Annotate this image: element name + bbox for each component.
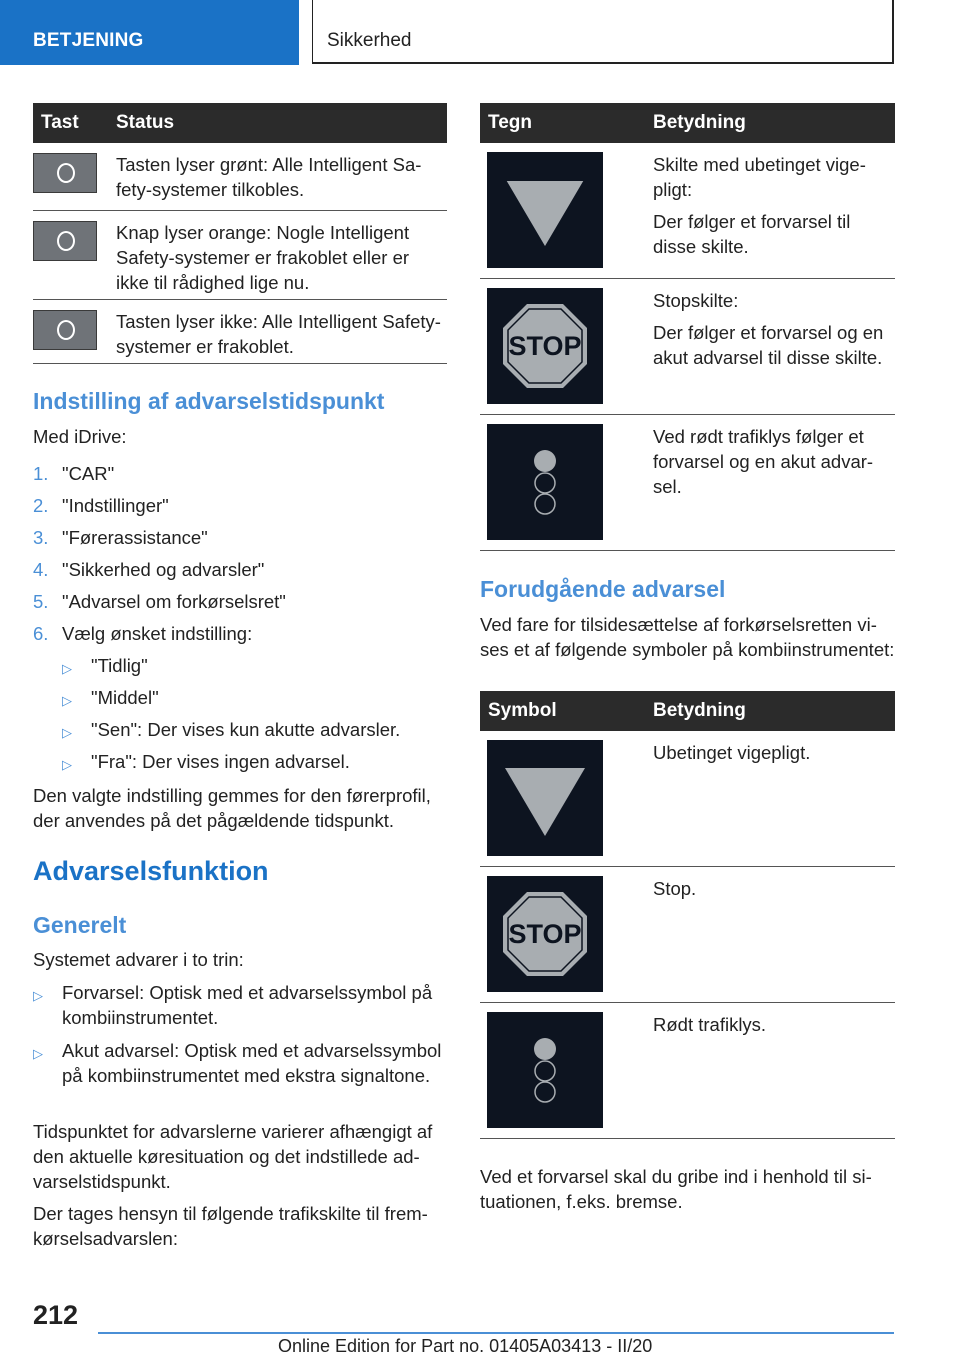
- status-text: Tasten lyser grønt: Alle Intelligent Safety-systemer tilkobles.: [116, 154, 422, 200]
- triangle-bullet-icon: ▷: [33, 988, 43, 1003]
- table-row: [480, 731, 895, 867]
- list-item: 1. "CAR": [33, 463, 115, 484]
- traffic-light-icon: [487, 1012, 603, 1128]
- list-item: 5. "Advarsel om forkørselsret": [33, 591, 286, 612]
- triangle-bullet-icon: ▷: [62, 661, 72, 676]
- topic-label: Sikkerhed: [327, 30, 412, 51]
- options-list: [33, 653, 447, 781]
- traffic-light-icon: [487, 424, 603, 540]
- sign-meaning: Ved rødt trafiklys følger et forvarsel og en akut advarsel.: [653, 426, 874, 497]
- table-row: [33, 300, 447, 364]
- outro-text: Den valgte indstilling gemmes for den førerprofil, der anvendes på det pågældende tidspunkt.: [33, 785, 431, 831]
- sign-meaning-detail: Der følger et forvarsel til disse skilte.: [653, 211, 851, 257]
- triangle-bullet-icon: ▷: [33, 1046, 43, 1061]
- sign-meaning-detail: Der følger et forvarsel og en akut advarsel til disse skilte.: [653, 322, 884, 368]
- function-para1: Tidspunktet for advarslerne varierer afhængigt af den aktuelle køresituation og det indstillede advarselstidspunkt.: [33, 1121, 433, 1192]
- header-status: Status: [116, 112, 175, 133]
- table-row: [33, 143, 447, 211]
- table-row: [33, 211, 447, 300]
- svg-text:STOP: STOP: [508, 331, 582, 361]
- function-intro: Systemet advarer i to trin:: [33, 949, 244, 970]
- header-betydning: Betydning: [653, 700, 746, 721]
- pre-warning-text: Ved fare for tilsidesættelse af forkørselsretten vises et af følgende symboler på kombiinstrumentet:: [480, 614, 895, 660]
- list-item: ▷ "Fra": Der vises ingen advarsel.: [62, 749, 447, 781]
- header-symbol: Symbol: [488, 700, 557, 721]
- list-item: ▷ "Sen": Der vises kun akutte advarsler.: [62, 717, 447, 749]
- sign-table: [480, 103, 895, 551]
- table-row: [480, 143, 895, 279]
- section-tab: [0, 0, 299, 65]
- stop-sign-icon: [487, 876, 603, 992]
- symbol-meaning: Stop.: [653, 878, 697, 899]
- svg-text:STOP: STOP: [508, 919, 582, 949]
- heading-pre-warning: Forudgående advarsel: [480, 576, 726, 602]
- intelligent-safety-button-icon: [33, 153, 97, 193]
- bullets-list: [33, 980, 447, 1088]
- topic-tab: [312, 0, 894, 64]
- status-text: Knap lyser orange: Nogle Intelligent Safety-systemer er frakoblet eller er ikke til rådighed lige nu.: [116, 222, 410, 293]
- yield-sign-icon: [487, 740, 603, 856]
- list-item: ▷ Akut advarsel: Optisk med et advarselssymbol på kombiinstrumentet med ekstra signaltone.: [33, 1040, 442, 1086]
- intelligent-safety-button-icon: [33, 310, 97, 350]
- triangle-bullet-icon: ▷: [62, 725, 72, 740]
- list-item: 6. Vælg ønsket indstilling:: [33, 623, 253, 644]
- symbol-meaning: Rødt trafiklys.: [653, 1014, 767, 1035]
- section-label: BETJENING: [33, 30, 144, 51]
- list-item: ▷ "Middel": [62, 685, 447, 717]
- intro-text: Med iDrive:: [33, 426, 127, 447]
- table-row: [480, 415, 895, 551]
- symbol-meaning: Ubetinget vigepligt.: [653, 742, 811, 763]
- steps-list: [33, 461, 447, 781]
- page-number: 212: [33, 1300, 79, 1330]
- edition-text: Online Edition for Part no. 01405A03413 - II/20: [278, 1336, 653, 1356]
- header-betydning: Betydning: [653, 112, 746, 133]
- status-table-header: [33, 103, 447, 143]
- stop-sign-icon: [487, 288, 603, 404]
- subheading-general: Generelt: [33, 912, 127, 938]
- table-row: [480, 867, 895, 1003]
- footer-divider: [98, 1332, 894, 1334]
- triangle-bullet-icon: ▷: [62, 693, 72, 708]
- sign-table-header: [480, 103, 895, 143]
- list-item: 4. "Sikkerhed og advarsler": [33, 559, 265, 580]
- header-tegn: Tegn: [488, 112, 532, 133]
- sign-meaning: Stopskilte:: [653, 290, 739, 311]
- intelligent-safety-button-icon: [33, 221, 97, 261]
- status-table: [33, 103, 447, 364]
- function-para2: Der tages hensyn til følgende trafikskilte til fremkørselsadvarslen:: [33, 1203, 428, 1249]
- yield-sign-icon: [487, 152, 603, 268]
- list-item: ▷ "Tidlig": [62, 653, 447, 685]
- closing-text: Ved et forvarsel skal du gribe ind i henhold til situationen, f.eks. bremse.: [480, 1166, 872, 1212]
- heading-function: Advarselsfunktion: [33, 856, 269, 886]
- header-tast: Tast: [41, 112, 79, 133]
- table-row: [480, 1003, 895, 1139]
- triangle-bullet-icon: ▷: [62, 757, 72, 772]
- list-item: 3. "Førerassistance": [33, 527, 208, 548]
- symbol-table: [480, 691, 895, 1139]
- sign-meaning: Skilte med ubetinget vigepligt:: [653, 154, 866, 200]
- table-row: [480, 279, 895, 415]
- symbol-table-header: [480, 691, 895, 731]
- status-text: Tasten lyser ikke: Alle Intelligent Safety-systemer er frakoblet.: [116, 311, 441, 357]
- list-item: ▷ Forvarsel: Optisk med et advarselssymbol på kombiinstrumentet.: [33, 982, 433, 1028]
- heading-warning-time: Indstilling af advarselstidspunkt: [33, 388, 385, 414]
- list-item: 2. "Indstillinger": [33, 495, 169, 516]
